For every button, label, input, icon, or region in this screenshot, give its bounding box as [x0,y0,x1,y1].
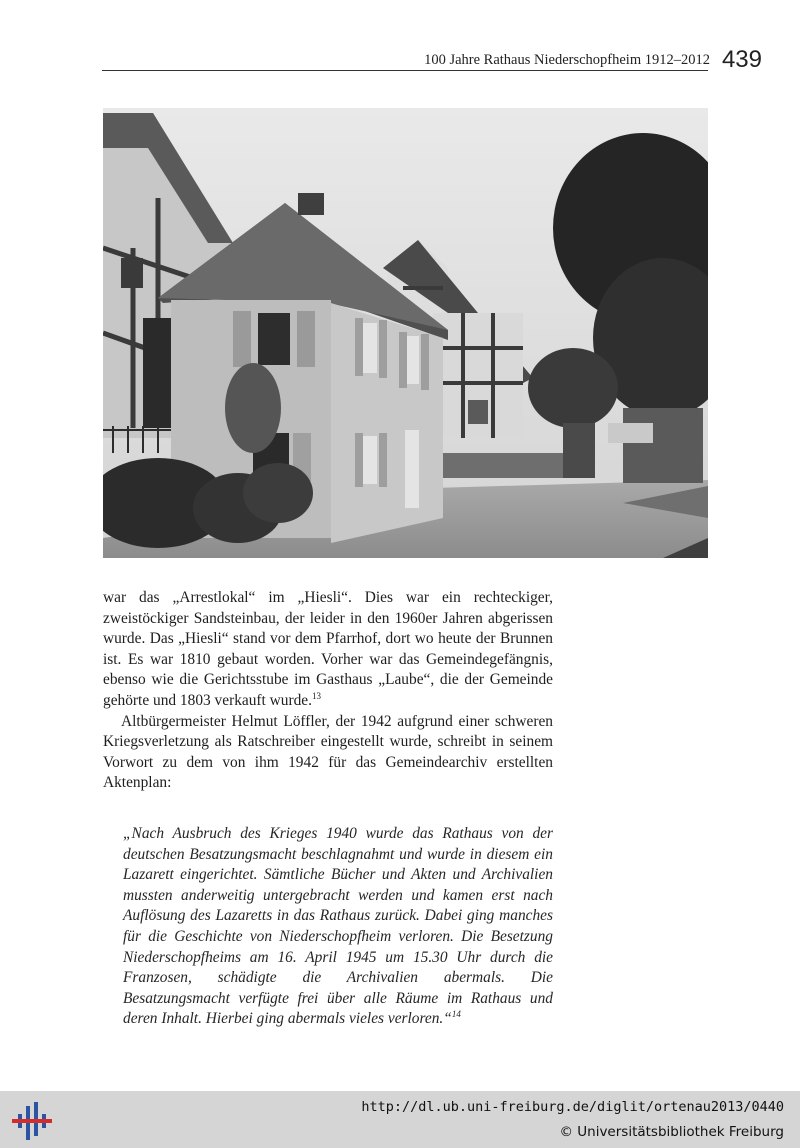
body-text [103,588,553,794]
quote-text: „Nach Ausbruch des Krieges 1940 wurde das Rathaus von der deutschen Besatzungsmacht beschlagnahmt und wurde in diesem ein Lazarett eingerichtet. Sämtliche Bücher und Akten und Archivalien mussten anderweitig untergebracht werden und kamen erst nach Auflösung des Lazaretts in das Rathaus zurück. Dabei ging manches für die Geschichte von Niederschopfheim verloren. Die Besetzung Niederschopfheims am 16. April 1945 um 15.30 Uhr durch die Franzosen, schädigte die Archivalien abermals. Die Besatzungsmacht verfügte frei über alle Räume im Rathaus und deren Inhalt. Hierbei ging abermals vieles verloren.“ [123,825,553,1028]
block-quote [123,824,553,1030]
footnote-reference: 13 [312,690,321,701]
copyright-notice: © Universitätsbibliothek Freiburg [559,1124,784,1140]
historic-photo [103,108,708,558]
running-title: 100 Jahre Rathaus Niederschopfheim 1912–2012 [424,52,710,68]
ub-freiburg-logo-icon [12,1100,52,1142]
hiesli-photo-illustration [103,108,708,558]
page-number: 439 [721,46,762,73]
footnote-reference: 14 [451,1009,461,1020]
paragraph-1: war das „Arrestlokal“ im „Hiesli“. Dies war ein rechteckiger, zweistöckiger Sandsteinbau, der leider in den 1960er Jahren abgerissen wurde. Das „Hiesli“ stand vor dem Pfarrhof, dort wo heute der Brunnen ist. Es war 1810 gebaut worden. Vorher war das Gemeindegefängnis, ebenso wie die Gerichtsstube im Gasthaus „Laube“, die der Gemeinde gehörte und 1803 verkauft wurde.$^{13}$ [103,589,553,709]
paragraph-2: Altbürgermeister Helmut Löffler, der 1942 aufgrund einer schweren Kriegsverletzung als Ratschreiber eingestellt wurde, schreibt in seinem Vorwort zu dem von ihm 1942 für das Gemeindearchiv erstellten Aktenplan: [103,712,553,792]
footer-bar [0,1091,800,1148]
header-rule [102,70,708,71]
source-url-link[interactable]: http://dl.ub.uni-freiburg.de/diglit/ortenau2013/0440 [361,1099,784,1115]
